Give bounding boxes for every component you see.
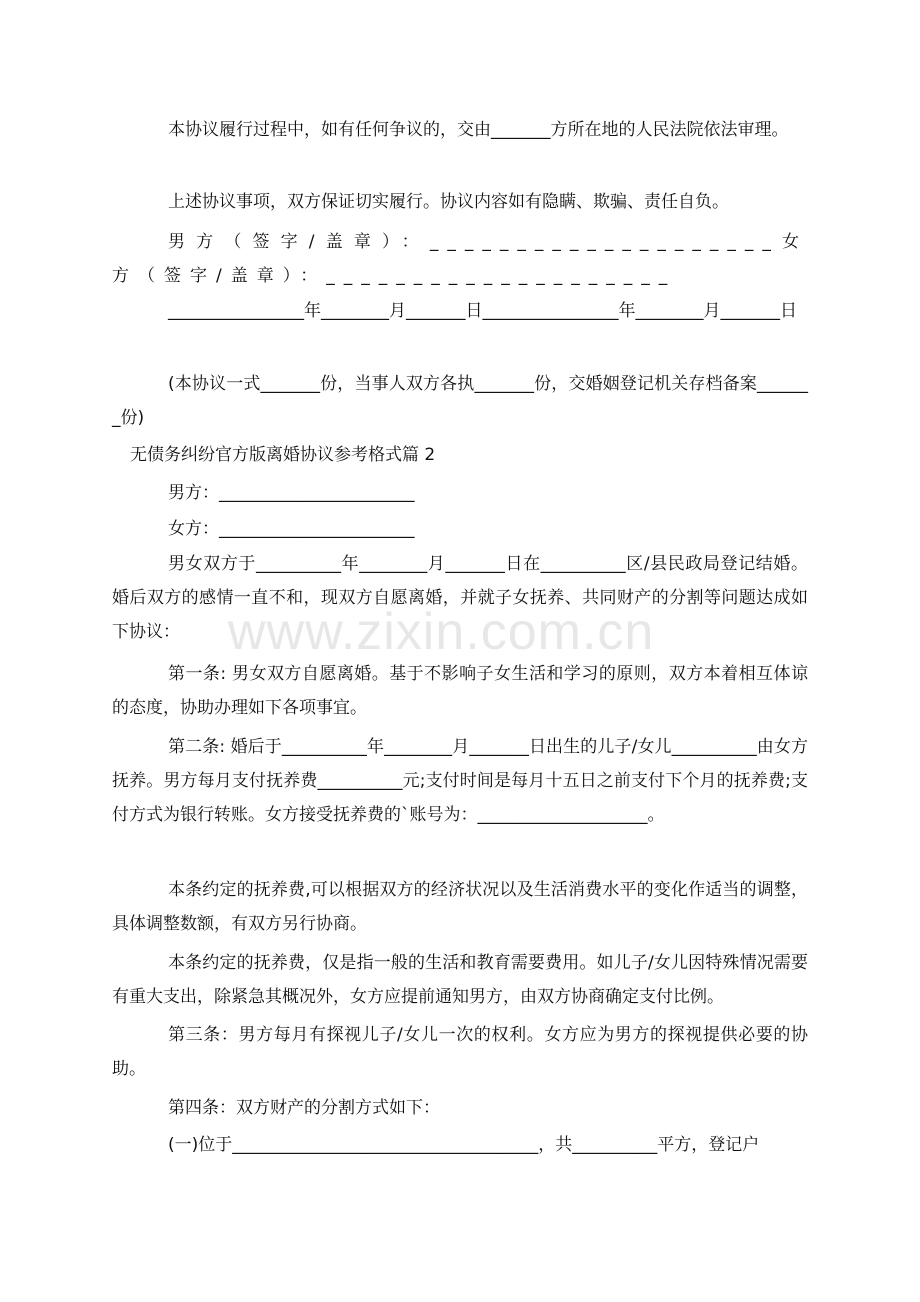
field-female: 女方：_______________________	[168, 519, 415, 539]
article-1: 第一条: 男女双方自愿离婚。基于不影响子女生活和学习的原则，双方本着相互体谅的态度，协助办理如下各项事宜。	[112, 664, 808, 718]
watermark: www.zixin.com.cn	[228, 603, 655, 661]
article-2: 第二条: 婚后于__________年________月_______日出生的儿子/女儿__________由女方抚养。男方每月支付抚养费__________元;支付时间是每月十五日之前支付下个月的抚养费;支付方式为银行转账。女方接受抚养费的`账号为：____________________。	[112, 737, 808, 825]
section-heading: 无债务纠纷官方版离婚协议参考格式篇 2	[130, 445, 436, 465]
article-4: 第四条：双方财产的分割方式如下：	[168, 1098, 440, 1118]
paragraph-copies: (本协议一式_______份，当事人双方各执_______份，交婚姻登记机关存档备案_______份)	[112, 374, 808, 428]
paragraph-signatures: 男方（签字/盖章）：____________________女方（签字/盖章）：____________________	[112, 232, 808, 286]
paragraph-support-adjust: 本条约定的抚养费,可以根据双方的经济状况以及生活消费水平的变化作适当的调整，具体调整数额，有双方另行协商。	[112, 880, 808, 934]
item-1: (一)位于____________________________________，共__________平方，登记户	[168, 1135, 760, 1155]
paragraph-support-scope: 本条约定的抚养费，仅是指一般的生活和教育需要费用。如儿子/女儿因特殊情况需要有重大支出，除紧急其概况外，女方应提前通知男方，由双方协商确定支付比例。	[112, 953, 808, 1007]
field-male: 男方：_______________________	[168, 483, 415, 503]
paragraph-intro: 男女双方于__________年________月_______日在__________区/县民政局登记结婚。婚后双方的感情一直不和，现双方自愿离婚，并就子女抚养、共同财产的分割等问题达成如下协议：	[112, 554, 808, 642]
paragraph-dates: ________________年________月_______日________________年________月_______日	[168, 301, 797, 321]
article-3: 第三条：男方每月有探视儿子/女儿一次的权利。女方应为男方的探视提供必要的协助。	[112, 1025, 808, 1079]
paragraph-dispute-clause: 本协议履行过程中，如有任何争议的，交由_______方所在地的人民法院依法审理。	[168, 120, 789, 140]
paragraph-guarantee: 上述协议事项，双方保证切实履行。协议内容如有隐瞒、欺骗、责任自负。	[168, 192, 729, 212]
